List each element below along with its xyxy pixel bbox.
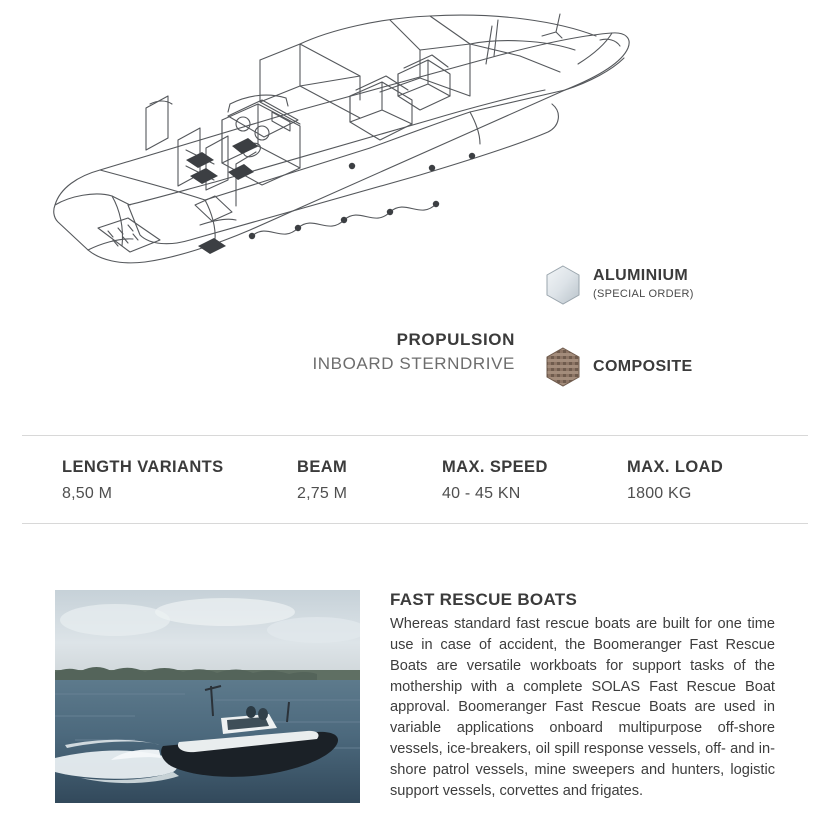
fast-rescue-boat-photo	[55, 590, 360, 803]
spec-label: MAX. SPEED	[442, 458, 548, 476]
hexagon-aluminium-icon	[545, 265, 581, 305]
material-title: ALUMINIUM	[593, 267, 689, 285]
spec-divider-bottom	[22, 523, 808, 524]
photo-svg	[55, 590, 360, 803]
hexagon-composite-icon	[545, 347, 581, 387]
spec-item-max-speed	[442, 458, 627, 503]
spec-label: BEAM	[297, 458, 348, 476]
boat-illustration	[0, 0, 830, 300]
propulsion-value: INBOARD STERNDRIVE	[312, 354, 515, 373]
spec-label: LENGTH VARIANTS	[62, 458, 224, 476]
article-title: FAST RESCUE BOATS	[390, 590, 578, 609]
material-composite	[545, 347, 815, 387]
material-subtitle: (SPECIAL ORDER)	[593, 288, 694, 300]
propulsion-block	[300, 330, 515, 374]
article-body: Whereas standard fast rescue boats are built for one time use in case of accident, the Boomeranger Fast Rescue Boats are versatile workboats for support tasks of the mothership with a complete SOLAS Fast Rescue Boat approval. Boomeranger Fast Rescue Boats are used in variable applications onboard multipurpose off-shore vessels, ice-breakers, oil spill response vessels, off- and in-shore patrol vessels, mine sweepers and hunters, logistic support vessels, corvettes and frigates.	[390, 616, 775, 799]
spec-item-length	[62, 458, 297, 503]
spec-label: MAX. LOAD	[627, 458, 724, 476]
spec-value: 40 - 45 KN	[442, 485, 521, 502]
boat-line-drawing-svg	[0, 0, 830, 300]
materials-block	[545, 265, 815, 387]
spec-item-beam	[297, 458, 442, 503]
spec-strip	[22, 435, 808, 524]
spec-item-max-load	[627, 458, 807, 503]
propulsion-title: PROPULSION	[396, 330, 515, 349]
spec-value: 8,50 M	[62, 485, 113, 502]
material-aluminium	[545, 265, 815, 305]
material-title: COMPOSITE	[593, 357, 693, 375]
spec-value: 1800 KG	[627, 485, 692, 502]
bottom-section	[55, 590, 775, 803]
article-block	[390, 590, 775, 803]
spec-value: 2,75 M	[297, 485, 348, 502]
